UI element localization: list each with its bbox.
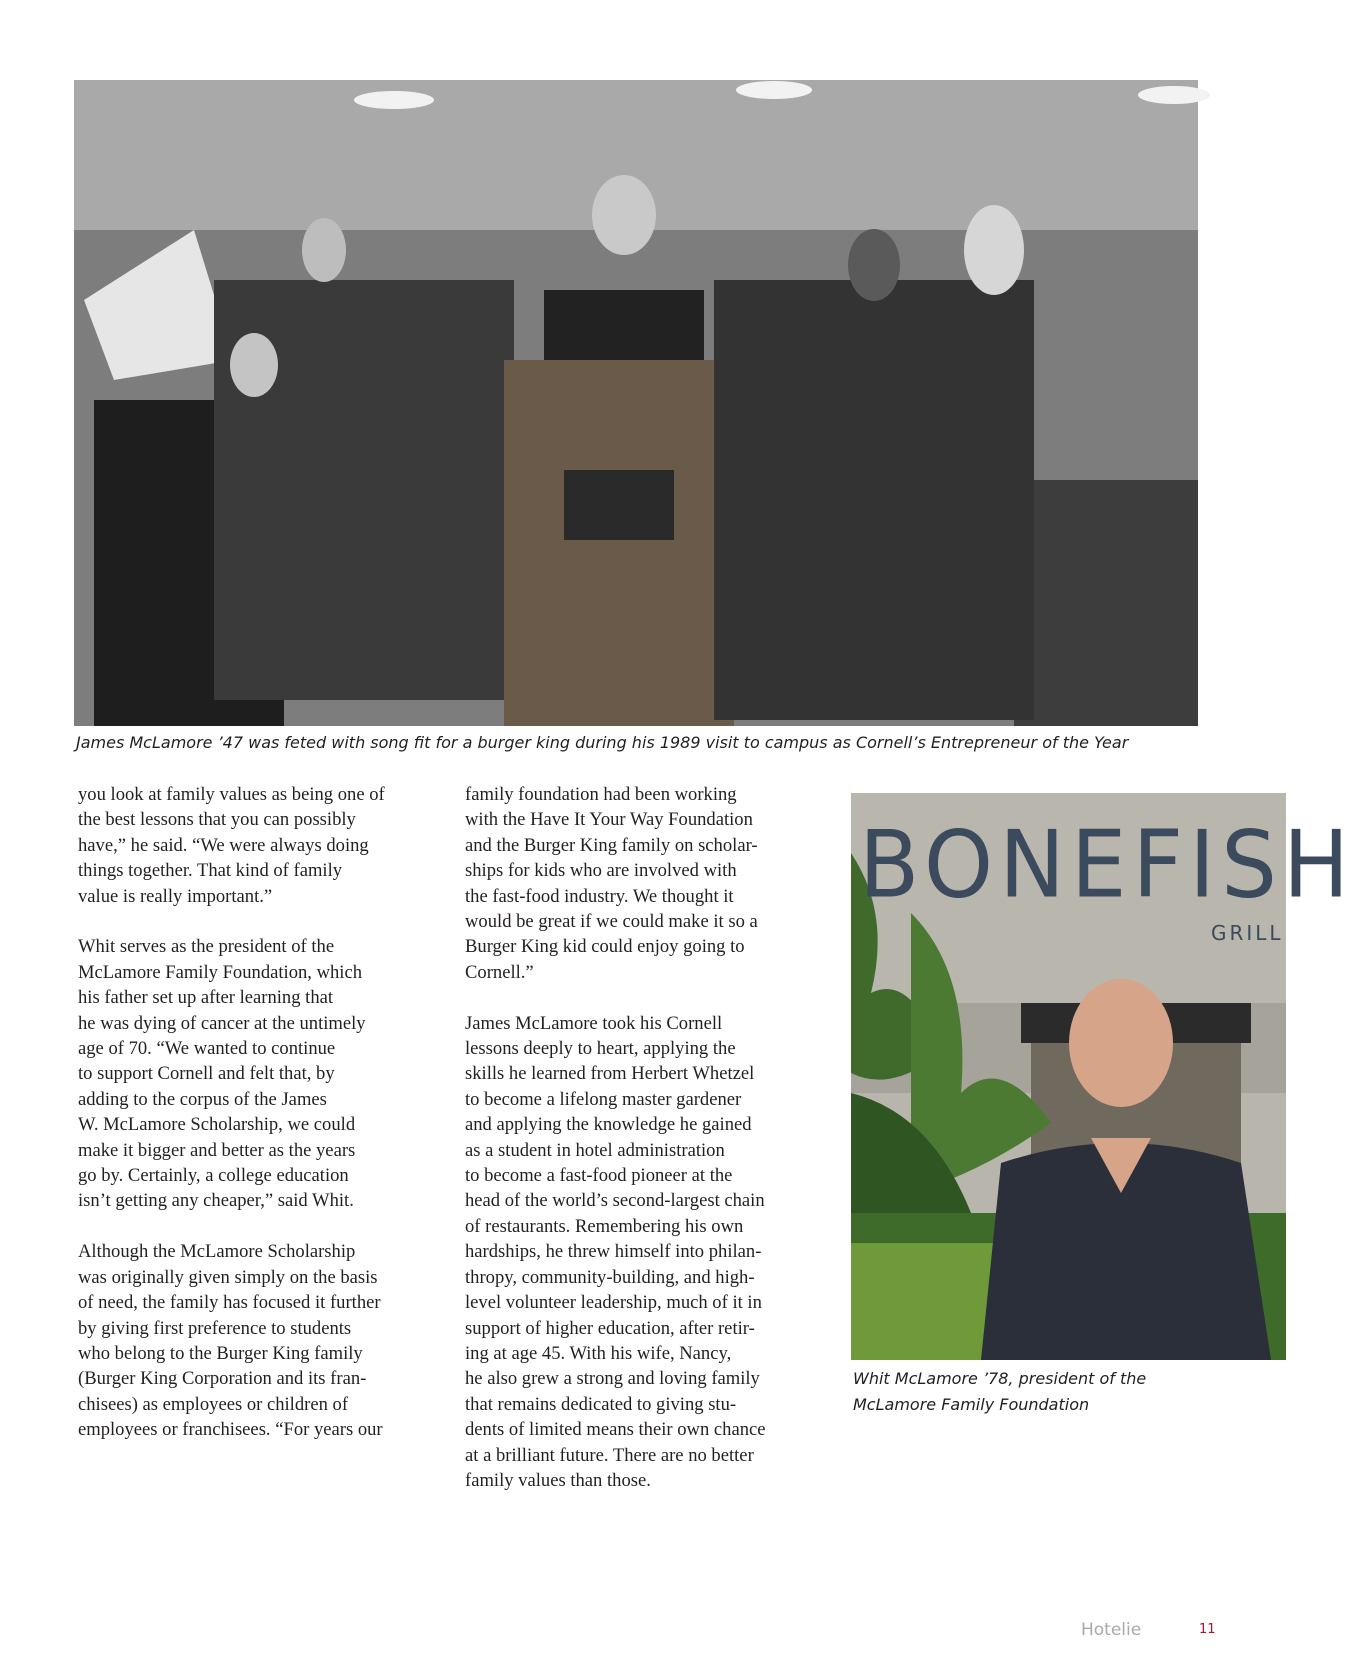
paragraph: you look at family values as being one of the best lessons that you can possibly have,” he said. “We were always doing things together. That kind of family value is really important.” (78, 784, 385, 907)
portrait-photo (851, 793, 1355, 1360)
paragraph: James McLamore took his Cornell lessons deeply to heart, applying the skills he learned from Herbert Whetzel to become a lifelong master gardener and applying the knowledge he gained as a student in hotel administration to become a fast-food pioneer at the head of the world’s second-largest chain of restaurants. Remembering his own hardships, he threw himself into philan- thropy, community-building, and high- level volunteer leadership, much of it in support of higher education, after retir- ing at age 45. With his wife, Nancy, he also grew a strong and loving family that remains dedicated to giving stu- dents of limited means their own chance at a brilliant future. There are no better family values than those. (465, 1012, 766, 1491)
sign-lettering: BONEFISH (859, 810, 1355, 919)
sign-sub-lettering: GRILL (1211, 921, 1284, 945)
top-photo-caption: James McLamore ’47 was feted with song fit for a burger king during his 1989 visit to campus as Cornell’s Entrepreneur of the Year (76, 733, 1129, 752)
paragraph: family foundation had been working with the Have It Your Way Foundation and the Burger King family on scholar- ships for kids who are involved with the fast-food industry. We thought it would be great if we could make it so a Burger King kid could enjoy going to Cornell.” (465, 784, 758, 983)
publication-name: Hotelie (1081, 1620, 1142, 1640)
body-column-1 (78, 782, 448, 1468)
paragraph: Whit serves as the president of the McLamore Family Foundation, which his father set up after learning that he was dying of cancer at the untimely age of 70. “We wanted to continue to support Cornell and felt that, by adding to the corpus of the James W. McLamore Scholarship, we could make it bigger and better as the years go by. Certainly, a college education isn’t getting any cheaper,” said Whit. (78, 936, 366, 1212)
group-photo-illustration (74, 80, 1198, 726)
body-column-2 (465, 782, 835, 1519)
portrait-caption: Whit McLamore ’78, president of the McLamore Family Foundation (853, 1369, 1147, 1414)
page-number: 11 (1199, 1622, 1216, 1637)
paragraph: Although the McLamore Scholarship was originally given simply on the basis of need, the family has focused it further by giving first preference to students who belong to the Burger King family (Burger King Corporation and its fran- chisees) as employees or children of employees or franchisees. “For years our (78, 1241, 383, 1441)
group-photo (74, 80, 1198, 726)
